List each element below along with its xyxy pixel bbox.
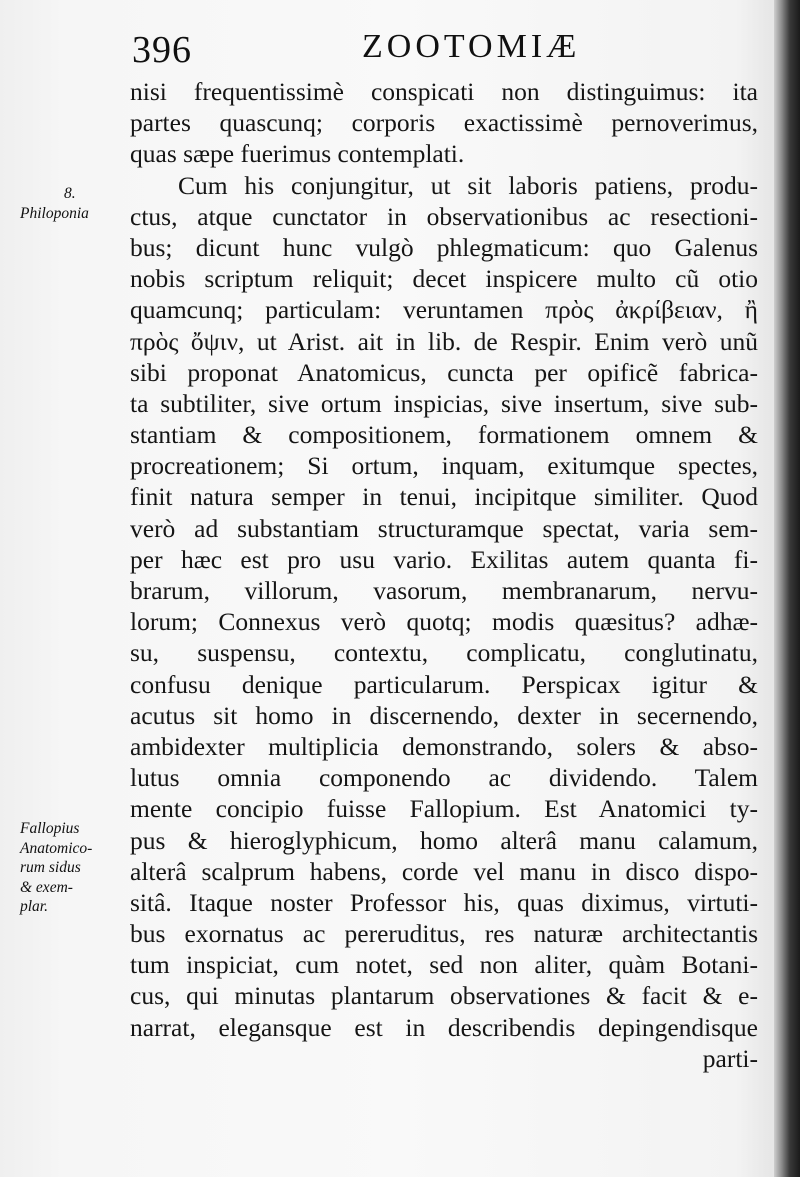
- text-line: su, suspensu, contextu, complicatu, conglutinatu,: [130, 638, 758, 668]
- text-line: stantiam & compositionem, formationem omnem &: [130, 420, 758, 450]
- margin-note-line: rum sidus: [20, 859, 81, 876]
- text-line: partes quascunq; corporis exactissimè pernoverimus,: [130, 108, 758, 138]
- text-line: nisi frequentissimè conspicati non distinguimus: ita: [130, 77, 758, 106]
- text-line: sitâ. Itaque noster Professor his, quas diximus, virtuti-: [130, 887, 758, 917]
- text-line: finit natura semper in tenui, incipitque similiter. Quod: [130, 482, 758, 512]
- text-line: lutus omnia componendo ac dividendo. Talem: [130, 763, 758, 793]
- text-line: bus exornatus ac pereruditus, res naturæ architectantis: [130, 919, 758, 949]
- text-line: acutus sit homo in discernendo, dexter in secernendo,: [130, 700, 758, 730]
- text-line: ambidexter multiplicia demonstrando, solers & abso-: [130, 731, 758, 761]
- text-line: mente concipio fuisse Fallopium. Est Anatomici ty-: [130, 794, 758, 824]
- text-line: confusu denique particularum. Perspicax igitur &: [130, 669, 758, 699]
- text-line: tum inspiciat, cum notet, sed non aliter, quàm Botani-: [130, 950, 758, 980]
- text-line: nobis scriptum reliquit; decet inspicere multo cũ otio: [130, 264, 758, 294]
- text-line: alterâ scalprum habens, corde vel manu in disco dispo-: [130, 856, 758, 886]
- text-line: sibi proponat Anatomicus, cuncta per opificẽ fabrica-: [130, 357, 758, 387]
- text-line: procreationem; Si ortum, inquam, exitumque spectes,: [130, 451, 758, 481]
- text-line: narrat, elegansque est in describendis depingendisque: [130, 1012, 758, 1042]
- margin-note-fallopius: [20, 819, 92, 917]
- text-line: πρὸς ὄψιν, ut Arist. ait in lib. de Respir. Enim verò unũ: [130, 326, 758, 356]
- margin-note-philoponia: [20, 184, 89, 223]
- margin-note-line: Anatomico-: [20, 839, 93, 857]
- running-head: ZOOTOMIÆ: [362, 28, 581, 65]
- margin-note-line: 8.: [64, 185, 76, 202]
- text-line: brarum, villorum, vasorum, membranarum, nervu-: [130, 576, 758, 605]
- margin-note-line: & exem-: [20, 878, 73, 896]
- page-number: 396: [132, 29, 192, 71]
- body-text: [130, 76, 758, 1074]
- margin-note-line: plar.: [20, 898, 48, 915]
- text-line: lorum; Connexus verò quotq; modis quæsitus? adhæ-: [130, 607, 758, 637]
- text-line: ctus, atque cunctator in observationibus ac resectioni-: [130, 201, 758, 231]
- text-line: cus, qui minutas plantarum observationes & facit & e-: [130, 981, 758, 1011]
- catchword: parti-: [702, 1043, 758, 1073]
- margin-note-line: Fallopius: [20, 820, 80, 837]
- text-line: Cum his conjungitur, ut sit laboris patiens, produ-: [178, 170, 758, 200]
- text-line: quas sæpe fuerimus contemplati.: [130, 139, 465, 169]
- text-line: ta subtiliter, sive ortum inspicias, sive insertum, sive sub-: [130, 388, 758, 418]
- text-line: bus; dicunt hunc vulgò phlegmaticum: quo Galenus: [130, 232, 758, 262]
- text-line: quamcunq; particulam: veruntamen πρὸς ἀκρίβειαν, ἢ: [130, 295, 758, 325]
- margin-note-line: Philoponia: [20, 204, 89, 222]
- text-line: per hæc est pro usu vario. Exilitas autem quanta fi-: [130, 544, 758, 574]
- book-gutter-shadow: [774, 0, 800, 1177]
- text-line: pus & hieroglyphicum, homo alterâ manu calamum,: [130, 825, 758, 855]
- text-line: verò ad substantiam structuramque spectat, varia sem-: [130, 513, 758, 543]
